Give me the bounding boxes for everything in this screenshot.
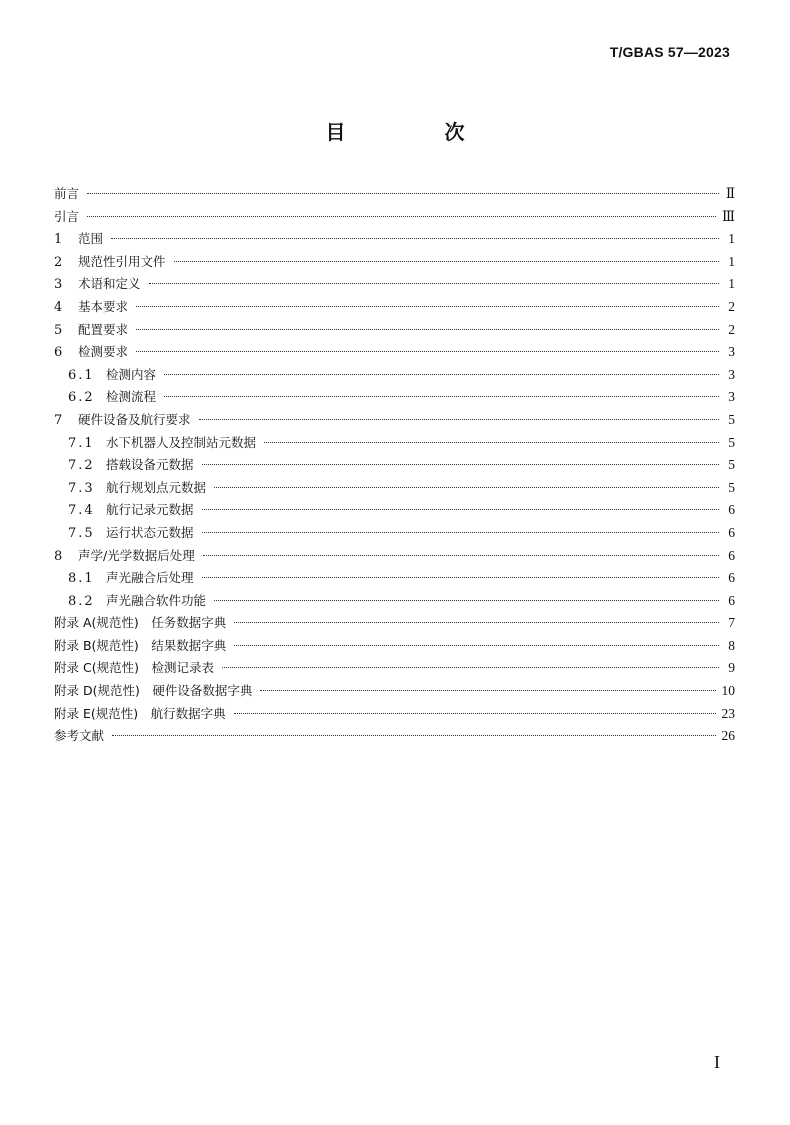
- toc-entry-number: 7.3: [68, 480, 95, 496]
- toc-entry-number: 8.2: [68, 593, 95, 609]
- toc-entry-page: 6: [728, 547, 735, 563]
- dot-leader: [260, 690, 715, 691]
- toc-entry-number: 7.1: [68, 435, 95, 451]
- toc-entry-page: 8: [728, 637, 735, 653]
- toc-entry-number: 3: [54, 277, 63, 293]
- toc-entry[interactable]: [54, 228, 735, 251]
- toc-entry-number: 6.1: [68, 367, 95, 383]
- toc-entry-page: 3: [728, 366, 735, 382]
- toc-entry-number: 8: [54, 548, 63, 564]
- toc-entry[interactable]: [54, 703, 735, 726]
- toc-entry-title: 附录 A(规范性) 任务数据字典: [54, 615, 227, 631]
- toc-entry-title: 术语和定义: [78, 276, 141, 292]
- toc-entry-page: 5: [728, 457, 735, 473]
- dot-leader: [214, 487, 719, 488]
- dot-leader: [111, 238, 719, 239]
- dot-leader: [234, 645, 719, 646]
- toc-entry[interactable]: [54, 206, 735, 229]
- toc-entry-number: 2: [54, 254, 63, 270]
- toc-entry[interactable]: [54, 522, 735, 545]
- toc-entry-page: 2: [728, 321, 735, 337]
- toc-entry[interactable]: [54, 657, 735, 680]
- toc-entry[interactable]: [54, 680, 735, 703]
- toc-entry-page: 1: [728, 253, 735, 269]
- toc-entry-title: 检测要求: [78, 344, 129, 360]
- page-title: 目 次: [325, 120, 511, 144]
- toc-entry-page: 5: [728, 434, 735, 450]
- toc-entry-number: 7: [54, 412, 63, 428]
- dot-leader: [234, 713, 716, 714]
- toc-entry-title: 水下机器人及控制站元数据: [106, 434, 257, 450]
- toc-entry-title: 附录 C(规范性) 检测记录表: [54, 660, 214, 676]
- toc-entry-page: 26: [721, 728, 735, 744]
- toc-entry-title: 运行状态元数据: [106, 524, 194, 540]
- toc-entry-number: 1: [54, 232, 63, 248]
- toc-entry[interactable]: [54, 183, 735, 206]
- toc-entry[interactable]: [54, 612, 735, 635]
- dot-leader: [214, 600, 719, 601]
- toc-entry-title: 搭载设备元数据: [106, 457, 194, 473]
- toc-entry-title: 配置要求: [78, 321, 129, 337]
- toc-entry[interactable]: [54, 296, 735, 319]
- toc-entry-title: 前言: [54, 186, 80, 201]
- dot-leader: [264, 442, 719, 443]
- toc-entry[interactable]: [54, 454, 735, 477]
- toc-entry[interactable]: [54, 499, 735, 522]
- toc-entry-number: 7.2: [68, 458, 95, 474]
- toc-entry-page: 6: [728, 524, 735, 540]
- toc-entry[interactable]: [54, 635, 735, 658]
- footer-page-number: I: [714, 1052, 720, 1072]
- toc-entry[interactable]: [54, 364, 735, 387]
- toc-entry[interactable]: [54, 341, 735, 364]
- toc-entry-title: 检测流程: [106, 389, 157, 405]
- toc-entry-page: Ⅲ: [721, 208, 735, 224]
- dot-leader: [202, 509, 719, 510]
- dot-leader: [203, 555, 719, 556]
- toc-entry-title: 航行规划点元数据: [106, 479, 207, 495]
- dot-leader: [136, 306, 719, 307]
- toc-entry-title: 规范性引用文件: [78, 253, 166, 269]
- toc-entry-title: 附录 B(规范性) 结果数据字典: [54, 637, 227, 653]
- table-of-contents: [54, 183, 735, 748]
- toc-entry-title: 检测内容: [106, 366, 157, 382]
- toc-entry[interactable]: [54, 567, 735, 590]
- dot-leader: [174, 261, 719, 262]
- dot-leader: [164, 396, 719, 397]
- toc-entry-title: 声学/光学数据后处理: [78, 547, 195, 563]
- toc-entry[interactable]: [54, 251, 735, 274]
- dot-leader: [136, 351, 719, 352]
- toc-entry-page: 6: [728, 592, 735, 608]
- toc-entry-title: 基本要求: [78, 298, 129, 314]
- dot-leader: [234, 622, 719, 623]
- toc-entry-page: 2: [728, 298, 735, 314]
- toc-entry-page: 3: [728, 389, 735, 405]
- dot-leader: [164, 374, 719, 375]
- toc-entry[interactable]: [54, 477, 735, 500]
- dot-leader: [202, 577, 719, 578]
- toc-entry-title: 范围: [78, 231, 104, 247]
- toc-entry-title: 附录 D(规范性) 硬件设备数据字典: [54, 683, 253, 699]
- dot-leader: [87, 216, 716, 217]
- toc-entry-title: 参考文献: [54, 728, 105, 744]
- toc-entry-title: 附录 E(规范性) 航行数据字典: [54, 705, 226, 721]
- toc-entry-page: Ⅱ: [725, 186, 735, 201]
- toc-entry-title: 声光融合软件功能: [106, 592, 207, 608]
- toc-entry-page: 5: [728, 411, 735, 427]
- dot-leader: [112, 735, 715, 736]
- toc-entry-title: 硬件设备及航行要求: [78, 411, 191, 427]
- toc-entry-number: 6.2: [68, 390, 95, 406]
- toc-entry-page: 1: [728, 231, 735, 247]
- toc-entry-page: 9: [728, 660, 735, 676]
- toc-entry-number: 5: [54, 322, 63, 338]
- toc-entry[interactable]: [54, 545, 735, 568]
- toc-entry[interactable]: [54, 432, 735, 455]
- toc-entry-number: 6: [54, 345, 63, 361]
- toc-entry-page: 6: [728, 570, 735, 586]
- dot-leader: [199, 419, 719, 420]
- dot-leader: [149, 283, 719, 284]
- toc-entry-title: 引言: [54, 208, 80, 224]
- dot-leader: [202, 464, 719, 465]
- dot-leader: [202, 532, 719, 533]
- toc-entry-page: 23: [721, 705, 735, 721]
- toc-entry[interactable]: [54, 409, 735, 432]
- toc-entry-page: 10: [721, 683, 735, 699]
- dot-leader: [222, 667, 719, 668]
- toc-entry-number: 8.1: [68, 571, 95, 587]
- toc-entry-title: 航行记录元数据: [106, 502, 194, 518]
- toc-entry-page: 1: [728, 276, 735, 292]
- toc-entry-number: 7.4: [68, 503, 95, 519]
- toc-entry-page: 6: [728, 502, 735, 518]
- toc-entry-page: 3: [728, 344, 735, 360]
- toc-entry[interactable]: [54, 590, 735, 613]
- toc-entry-number: 4: [54, 299, 63, 315]
- toc-entry-page: 7: [728, 615, 735, 631]
- toc-entry-number: 7.5: [68, 525, 95, 541]
- toc-entry[interactable]: [54, 386, 735, 409]
- toc-entry-title: 声光融合后处理: [106, 570, 194, 586]
- toc-entry[interactable]: [54, 273, 735, 296]
- toc-entry[interactable]: [54, 725, 735, 748]
- toc-entry[interactable]: [54, 319, 735, 342]
- toc-entry-page: 5: [728, 479, 735, 495]
- standard-code: T/GBAS 57—2023: [609, 44, 730, 60]
- dot-leader: [87, 193, 719, 194]
- dot-leader: [136, 329, 719, 330]
